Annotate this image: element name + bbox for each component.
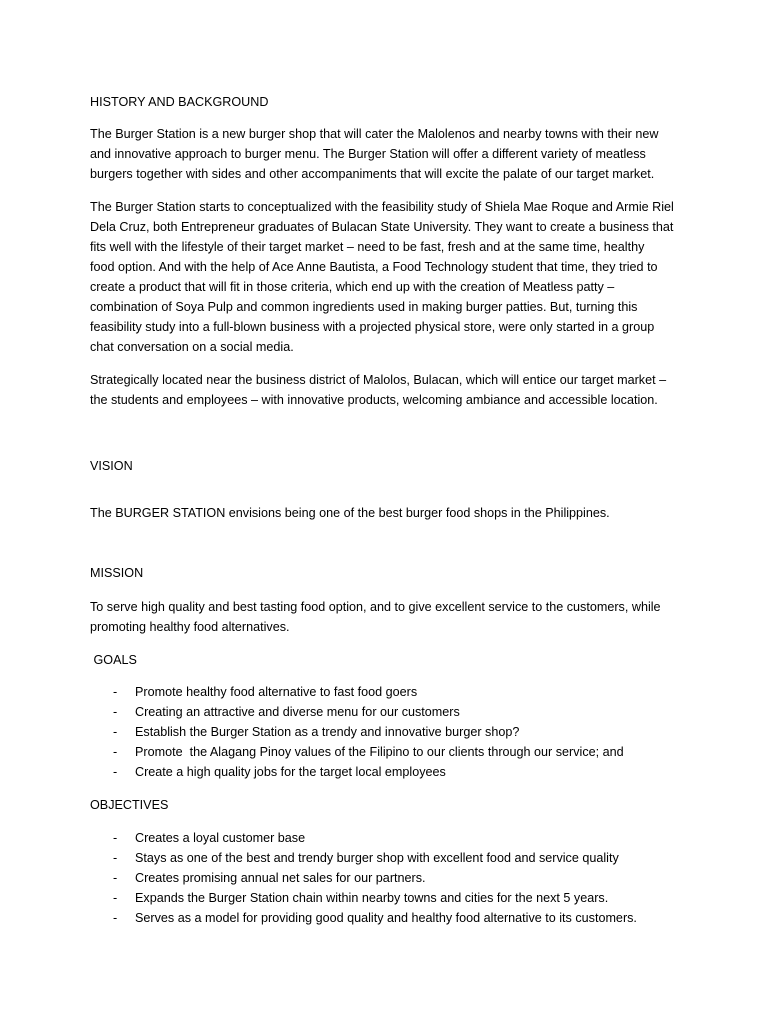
vision-heading: VISION	[90, 459, 133, 473]
text-line: promoting healthy food alternatives.	[90, 620, 290, 634]
goal-text: Promote healthy food alternative to fast food goers	[135, 685, 418, 699]
bullet-dash: -	[113, 765, 118, 779]
goal-text: Create a high quality jobs for the target local employees	[135, 765, 446, 779]
list-item	[113, 682, 624, 702]
objective-text: Creates promising annual net sales for our partners.	[135, 871, 426, 885]
list-item	[113, 868, 637, 888]
bullet-dash: -	[113, 911, 118, 925]
list-item	[113, 908, 637, 928]
bullet-dash: -	[113, 725, 118, 739]
history-paragraph-2	[90, 197, 680, 357]
bullet-dash: -	[113, 831, 118, 845]
goal-text: Establish the Burger Station as a trendy and innovative burger shop?	[135, 725, 520, 739]
history-paragraph-1	[90, 124, 680, 184]
text-line: feasibility study into a full-blown business with a projected physical store, were only started in a group	[90, 320, 655, 334]
text-line: combination of Soya Pulp and common ingredients used in making burger patties. But, turning this	[90, 300, 638, 314]
text-line: create a product that will fit in those criteria, which end up with the creation of Meatless patty –	[90, 280, 615, 294]
text-line: Dela Cruz, both Entrepreneur graduates of Bulacan State University. They want to create a business that	[90, 220, 674, 234]
objectives-list	[113, 828, 637, 928]
text-line: To serve high quality and best tasting food option, and to give excellent service to the customers, while	[90, 600, 661, 614]
objective-text: Stays as one of the best and trendy burger shop with excellent food and service quality	[135, 851, 619, 865]
objective-text: Creates a loyal customer base	[135, 831, 306, 845]
text-line: Strategically located near the business district of Malolos, Bulacan, which will entice our target market –	[90, 373, 667, 387]
list-item	[113, 762, 624, 782]
objective-text: Serves as a model for providing good quality and healthy food alternative to its customers.	[135, 911, 637, 925]
goals-heading: GOALS	[90, 653, 137, 667]
text-line: the students and employees – with innovative products, welcoming ambiance and accessible location.	[90, 393, 658, 407]
bullet-dash: -	[113, 851, 118, 865]
list-item	[113, 828, 637, 848]
bullet-dash: -	[113, 891, 118, 905]
goals-list	[113, 682, 624, 782]
vision-statement: The BURGER STATION envisions being one of the best burger food shops in the Philippines.	[90, 506, 610, 520]
bullet-dash: -	[113, 871, 118, 885]
text-line: The Burger Station is a new burger shop that will cater the Malolenos and nearby towns with their new	[90, 127, 659, 141]
bullet-dash: -	[113, 745, 118, 759]
text-line: chat conversation on a social media.	[90, 340, 294, 354]
text-line: burgers together with sides and other accompaniments that will excite the palate of our target market.	[90, 167, 655, 181]
objectives-heading: OBJECTIVES	[90, 798, 169, 812]
history-paragraph-3	[90, 370, 680, 410]
text-line: and innovative approach to burger menu. The Burger Station will offer a different variety of meatless	[90, 147, 646, 161]
bullet-dash: -	[113, 685, 118, 699]
goal-text: Promote the Alagang Pinoy values of the Filipino to our clients through our service; and	[135, 745, 624, 759]
mission-statement	[90, 597, 680, 637]
text-line: fits well with the lifestyle of their target market – need to be fast, fresh and at the same time, healthy	[90, 240, 645, 254]
list-item	[113, 848, 637, 868]
list-item	[113, 742, 624, 762]
bullet-dash: -	[113, 705, 118, 719]
objective-text: Expands the Burger Station chain within nearby towns and cities for the next 5 years.	[135, 891, 609, 905]
history-heading: HISTORY AND BACKGROUND	[90, 95, 269, 109]
list-item	[113, 702, 624, 722]
list-item	[113, 888, 637, 908]
goal-text: Creating an attractive and diverse menu for our customers	[135, 705, 460, 719]
text-line: food option. And with the help of Ace Anne Bautista, a Food Technology student that time, they tried to	[90, 260, 658, 274]
text-line: The Burger Station starts to conceptualized with the feasibility study of Shiela Mae Roque and Armie Riel	[90, 200, 674, 214]
list-item	[113, 722, 624, 742]
mission-heading: MISSION	[90, 566, 144, 580]
